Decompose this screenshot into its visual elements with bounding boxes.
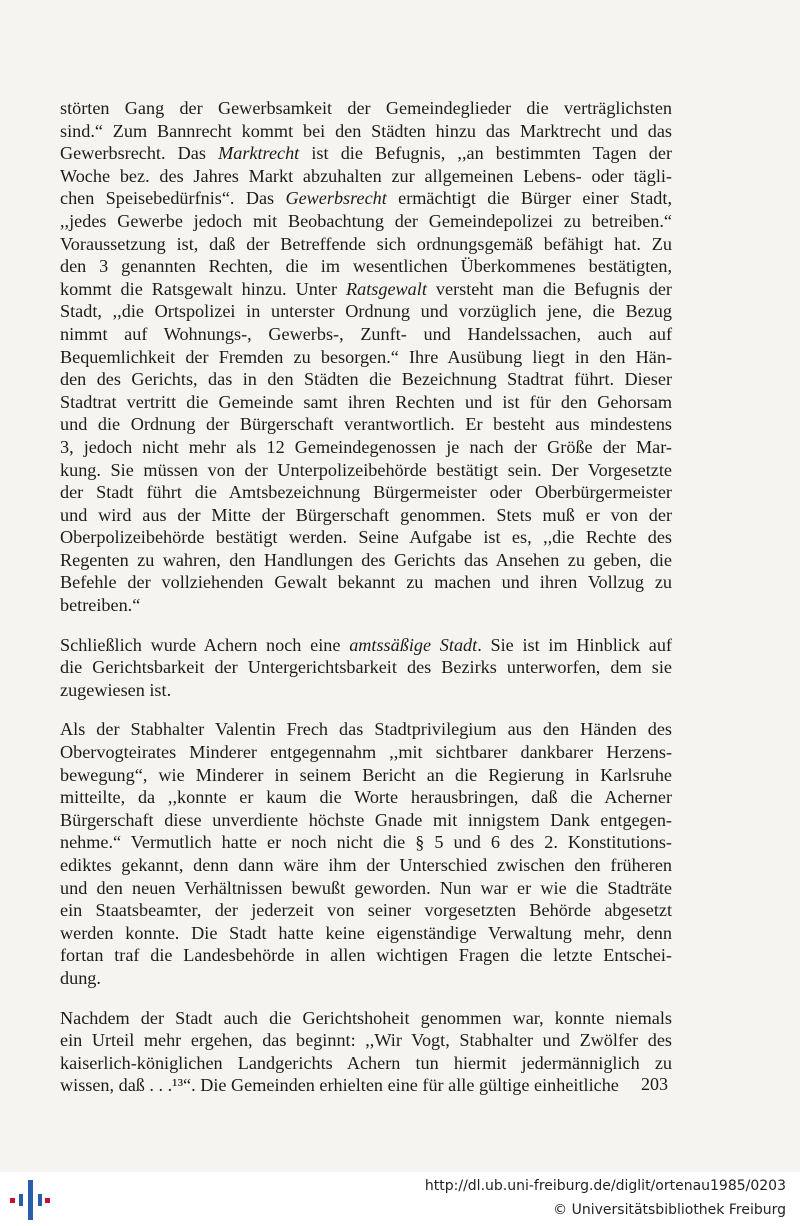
text-line: der Stadt führt die Amtsbezeichnung Bürgermeister oder Oberbürgermeister [60,482,672,503]
text-line: ein Staatsbeamter, der jederzeit von seiner vorgesetzten Behörde abgesetzt [60,900,672,921]
body-text [60,97,672,1114]
text-line: kaiserlich-königlichen Landgerichts Achern tun hiermit jedermänniglich zu [60,1052,672,1073]
text-line: den 3 genannten Rechten, die im wesentlichen Überkommenes bestätigten, [60,256,672,277]
text-line: chen Speisebedürfnis“. Das Gewerbsrecht ermächtigt die Bürger einer Stadt, [60,188,672,209]
permalink-url[interactable]: http://dl.ub.uni-freiburg.de/diglit/ortenau1985/0203 [424,1178,786,1194]
text-line: wissen, daß . . .¹³“. Die Gemeinden erhielten eine für alle gültige einheitliche [60,1075,619,1096]
text-line: kommt die Ratsgewalt hinzu. Unter Ratsgewalt versteht man die Befugnis der [60,278,672,299]
text-line: zugewiesen ist. [60,679,172,700]
text-line: die Gerichtsbarkeit der Untergerichtsbarkeit des Bezirks unterworfen, dem sie [60,657,672,678]
text-line: Oberpolizeibehörde bestätigt werden. Seine Aufgabe ist es, ,,die Rechte des [60,527,672,548]
text-line: nimmt auf Wohnungs-, Gewerbs-, Zunft- und Handelssachen, auch auf [60,323,672,344]
text-line: ediktes gekannt, denn dann wäre ihm der Unterschied zwischen den früheren [60,855,672,875]
text-line: Woche bez. des Jahres Markt abzuhalten zur allgemeinen Lebens- oder tägli- [60,165,672,186]
text-line: ein Urteil mehr ergehen, das beginnt: ,,Wir Vogt, Stabhalter und Zwölfer des [60,1030,672,1051]
text-line: kung. Sie müssen von der Unterpolizeibehörde bestätigt sein. Der Vorgesetzte [60,459,672,480]
page-number: 203 [641,1074,668,1094]
text-line: Stadt, ,,die Ortspolizei in unterster Ordnung und vorzüglich jene, die Bezug [60,301,672,322]
text-line: den des Gerichts, das in den Städten die Bezeichnung Stadtrat führt. Dieser [60,369,672,390]
text-line: Gewerbsrecht. Das Marktrecht ist die Befugnis, ,,an bestimmten Tagen der [60,143,672,164]
university-library-logo-icon [8,1178,52,1222]
text-line: sind.“ Zum Bannrecht kommt bei den Städten hinzu das Marktrecht und das [60,120,672,141]
text-line: Nachdem der Stadt auch die Gerichtshoheit genommen war, konnte niemals [60,1007,672,1028]
text-line: fortan traf die Landesbehörde in allen wichtigen Fragen die letzte Entschei- [60,945,672,966]
text-line: Bürgerschaft diese unverdiente höchste Gnade mit innigstem Dank entgegen- [60,809,672,830]
footer-bar [0,1172,800,1226]
text-line: nehme.“ Vermutlich hatte er noch nicht die § 5 und 6 des 2. Konstitutions- [60,832,672,853]
text-line: 3, jedoch nicht mehr als 12 Gemeindegenossen je nach der Größe der Mar- [60,436,672,457]
text-line: Als der Stabhalter Valentin Frech das Stadtprivilegium aus den Händen des [60,719,672,740]
paragraph-2 [60,634,672,702]
text-line: betreiben.“ [60,595,141,616]
text-line: und den neuen Verhältnissen bewußt geworden. Nun war er wie die Stadträte [60,877,672,898]
text-line: Obervogteirates Minderer entgegennahm ,,mit sichtbarer dankbarer Herzens- [60,742,672,763]
text-line: ,,jedes Gewerbe jedoch mit Beobachtung der Gemeindepolizei zu betreiben.“ [60,210,672,231]
paragraph-3 [60,718,672,989]
text-line: Regenten zu wahren, den Handlungen des Gerichts das Ansehen zu geben, die [60,549,672,570]
text-line: Schließlich wurde Achern noch eine amtssäßige Stadt. Sie ist im Hinblick auf [60,634,672,655]
text-line: Voraussetzung ist, daß der Betreffende sich ordnungsgemäß befähigt hat. Zu [60,233,672,254]
text-line: und die Ordnung der Bürgerschaft verantwortlich. Er besteht aus mindestens [60,414,672,435]
copyright-notice: © Universitätsbibliothek Freiburg [553,1202,786,1218]
text-line: mitteilte, da ,,konnte er kaum die Worte herausbringen, daß die Acherner [60,787,672,808]
text-line: werden konnte. Die Stadt hatte keine eigenständige Verwaltung mehr, denn [60,922,672,943]
text-line: dung. [60,967,101,988]
text-line: Befehle der vollziehenden Gewalt bekannt zu machen und ihren Vollzug zu [60,572,672,593]
text-line: bewegung“, wie Minderer in seinem Bericht an die Regierung in Karlsruhe [60,764,672,785]
paragraph-4 [60,1007,672,1097]
paragraph-1 [60,97,672,617]
text-line: und wird aus der Mitte der Bürgerschaft genommen. Stets muß er von der [60,504,672,525]
text-line: Bequemlichkeit der Fremden zu besorgen.“ Ihre Ausübung liegt in den Hän- [60,346,672,367]
text-line: störten Gang der Gewerbsamkeit der Gemeindeglieder die verträglichsten [60,98,672,118]
text-line: Stadtrat vertritt die Gemeinde samt ihren Rechten und ist für den Gehorsam [60,391,672,412]
